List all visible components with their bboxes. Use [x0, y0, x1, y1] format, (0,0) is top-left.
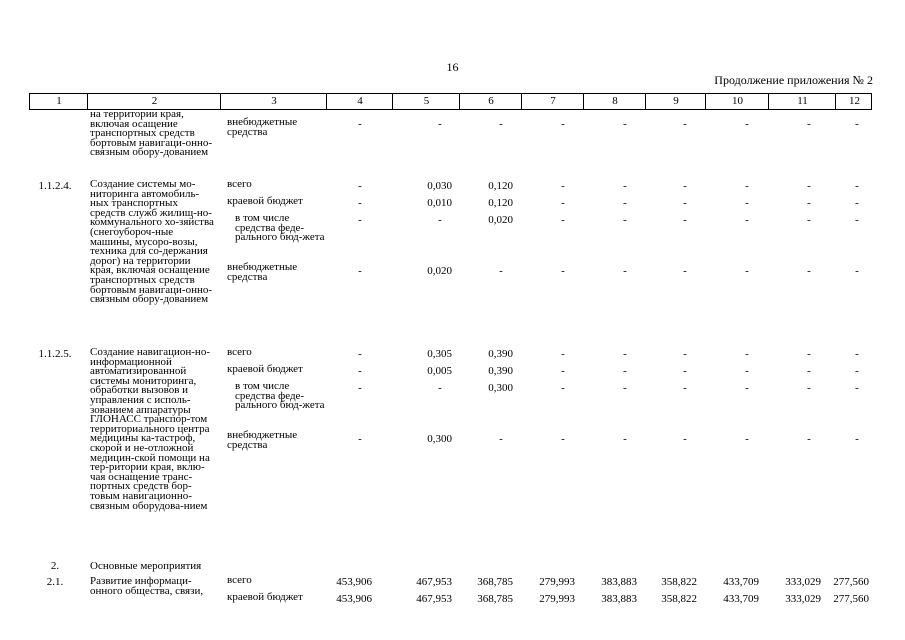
- value-cell: 279,993: [539, 576, 575, 588]
- funding-source-label: краевой бюджет: [227, 195, 303, 207]
- value-cell: -: [358, 382, 362, 394]
- header-cell-10: 10: [705, 94, 769, 109]
- funding-source-line: [0, 593, 905, 607]
- funding-source-line: [0, 116, 905, 138]
- header-cell-2: 2: [87, 94, 221, 109]
- value-cell: -: [561, 365, 565, 377]
- value-cell: -: [623, 348, 627, 360]
- value-cell: 0,390: [488, 365, 513, 377]
- value-cell: -: [623, 382, 627, 394]
- value-cell: -: [358, 180, 362, 192]
- value-cell: -: [623, 214, 627, 226]
- value-cell: 383,883: [601, 576, 637, 588]
- value-cell: -: [855, 180, 859, 192]
- value-cell: 358,822: [661, 576, 697, 588]
- funding-source-label: краевой бюджет: [227, 363, 303, 375]
- value-cell: -: [623, 365, 627, 377]
- value-cell: 0,010: [427, 197, 452, 209]
- funding-source-label: в том числе средства феде-рального бюд-жета: [235, 380, 325, 411]
- value-cell: 358,822: [661, 593, 697, 605]
- row-code: 2.1.: [46, 576, 64, 588]
- value-cell: -: [855, 348, 859, 360]
- value-cell: 279,993: [539, 593, 575, 605]
- value-cell: -: [855, 197, 859, 209]
- value-cell: 433,709: [723, 576, 759, 588]
- value-cell: -: [561, 433, 565, 445]
- row-code: 1.1.2.4.: [38, 180, 72, 192]
- header-cell-5: 5: [392, 94, 460, 109]
- value-cell: -: [683, 433, 687, 445]
- funding-source-label: всего: [227, 574, 252, 586]
- value-cell: -: [358, 348, 362, 360]
- value-cell: -: [623, 197, 627, 209]
- value-cell: -: [438, 214, 442, 226]
- funding-source-line: [0, 197, 905, 211]
- row-name: Развитие информаци-онного общества, связи,: [90, 575, 204, 597]
- value-cell: -: [807, 180, 811, 192]
- value-cell: -: [855, 365, 859, 377]
- header-cell-1: 1: [56, 95, 62, 107]
- value-cell: 467,953: [416, 576, 452, 588]
- value-cell: -: [561, 118, 565, 130]
- value-cell: 0,305: [427, 348, 452, 360]
- value-cell: -: [807, 348, 811, 360]
- value-cell: -: [358, 118, 362, 130]
- value-cell: -: [623, 265, 627, 277]
- value-cell: -: [438, 118, 442, 130]
- value-cell: -: [683, 265, 687, 277]
- value-cell: -: [807, 214, 811, 226]
- value-cell: -: [745, 365, 749, 377]
- value-cell: -: [623, 180, 627, 192]
- value-cell: -: [745, 214, 749, 226]
- value-cell: -: [745, 348, 749, 360]
- value-cell: -: [745, 197, 749, 209]
- value-cell: -: [561, 214, 565, 226]
- funding-source-line: [0, 261, 905, 283]
- value-cell: 467,953: [416, 593, 452, 605]
- value-cell: -: [499, 118, 503, 130]
- value-cell: -: [745, 180, 749, 192]
- funding-source-label: внебюджетные средства: [227, 116, 298, 138]
- value-cell: -: [499, 433, 503, 445]
- funding-source-line: [0, 348, 905, 362]
- value-cell: -: [745, 265, 749, 277]
- value-cell: -: [807, 365, 811, 377]
- value-cell: 0,020: [427, 265, 452, 277]
- value-cell: 333,029: [785, 576, 821, 588]
- value-cell: -: [623, 118, 627, 130]
- value-cell: -: [683, 180, 687, 192]
- value-cell: 0,005: [427, 365, 452, 377]
- value-cell: 333,029: [785, 593, 821, 605]
- value-cell: 277,560: [833, 593, 869, 605]
- value-cell: -: [358, 214, 362, 226]
- value-cell: -: [358, 433, 362, 445]
- value-cell: -: [683, 197, 687, 209]
- funding-source-line: [0, 180, 905, 194]
- value-cell: 277,560: [833, 576, 869, 588]
- value-cell: 453,906: [336, 576, 372, 588]
- value-cell: -: [683, 118, 687, 130]
- value-cell: -: [358, 197, 362, 209]
- value-cell: -: [358, 365, 362, 377]
- value-cell: 0,020: [488, 214, 513, 226]
- value-cell: -: [745, 118, 749, 130]
- value-cell: -: [561, 382, 565, 394]
- value-cell: -: [807, 197, 811, 209]
- value-cell: -: [807, 382, 811, 394]
- value-cell: -: [807, 433, 811, 445]
- value-cell: 383,883: [601, 593, 637, 605]
- value-cell: -: [855, 265, 859, 277]
- value-cell: -: [561, 197, 565, 209]
- header-cell-9: 9: [645, 94, 706, 109]
- value-cell: -: [561, 348, 565, 360]
- continuation-note: Продолжение приложения № 2: [714, 73, 873, 87]
- value-cell: -: [683, 214, 687, 226]
- value-cell: -: [855, 382, 859, 394]
- funding-source-label: внебюджетные средства: [227, 429, 298, 451]
- header-cell-12: 12: [835, 94, 873, 109]
- value-cell: -: [683, 348, 687, 360]
- funding-source-line: [0, 576, 905, 590]
- funding-source-label: всего: [227, 346, 252, 358]
- value-cell: -: [807, 118, 811, 130]
- value-cell: 0,120: [488, 197, 513, 209]
- funding-source-label: внебюджетные средства: [227, 261, 298, 283]
- header-cell-6: 6: [459, 94, 522, 109]
- row-code: 2.: [50, 560, 60, 572]
- value-cell: -: [807, 265, 811, 277]
- value-cell: -: [561, 265, 565, 277]
- row-code: 1.1.2.5.: [38, 348, 72, 360]
- value-cell: 0,120: [488, 180, 513, 192]
- row-name: Создание навигацион-но-информационной автоматизированной системы мониторинга, обработки вызовов и управления с исполь-зованием аппаратуры ГЛОНАСС транспор-том территориального центра медицины ка-тастроф, скорой и не-отложной медицин-ской помощи на тер-ритории края, вклю-чая оснащение транс-портных средств бор-товым навигационно-связным оборудова-нием: [90, 346, 210, 512]
- value-cell: -: [561, 180, 565, 192]
- funding-source-label: всего: [227, 178, 252, 190]
- header-cell-11: 11: [768, 94, 836, 109]
- value-cell: -: [358, 265, 362, 277]
- value-cell: -: [499, 265, 503, 277]
- value-cell: -: [623, 433, 627, 445]
- funding-source-line: [0, 429, 905, 451]
- header-cell-7: 7: [521, 94, 584, 109]
- value-cell: -: [855, 214, 859, 226]
- value-cell: 368,785: [477, 576, 513, 588]
- value-cell: 0,300: [488, 382, 513, 394]
- header-cell-3: 3: [220, 94, 327, 109]
- page-number: 16: [446, 60, 459, 74]
- value-cell: -: [855, 118, 859, 130]
- value-cell: 368,785: [477, 593, 513, 605]
- header-cell-4: 4: [326, 94, 393, 109]
- row-name: Создание системы мо-ниторинга автомобиль-ных транспортных средств служб жилищ-но-коммунального хо-зяйства (снегоубороч-ные машины, мусоро-возы, техника для со-держания дорог) на территории края, включая оснащение транспортных средств бортовым навигаци-онно-связным обору-дованием: [90, 178, 214, 306]
- funding-source-label: краевой бюджет: [227, 591, 303, 603]
- value-cell: -: [745, 433, 749, 445]
- row-name: Основные мероприятия: [90, 560, 202, 572]
- value-cell: -: [745, 382, 749, 394]
- row-name: на территории края, включая осащение транспортных средств бортовым навигаци-онно-связным обору-дованием: [90, 108, 213, 159]
- funding-source-line: [0, 380, 905, 411]
- value-cell: 0,390: [488, 348, 513, 360]
- value-cell: 433,709: [723, 593, 759, 605]
- funding-source-line: [0, 365, 905, 379]
- value-cell: 0,030: [427, 180, 452, 192]
- funding-source-line: [0, 212, 905, 243]
- table-body: [0, 110, 905, 640]
- value-cell: -: [683, 365, 687, 377]
- value-cell: 453,906: [336, 593, 372, 605]
- header-cell-8: 8: [583, 94, 646, 109]
- value-cell: -: [855, 433, 859, 445]
- funding-source-label: в том числе средства феде-рального бюд-жета: [235, 212, 325, 243]
- value-cell: -: [683, 382, 687, 394]
- value-cell: 0,300: [427, 433, 452, 445]
- value-cell: -: [438, 382, 442, 394]
